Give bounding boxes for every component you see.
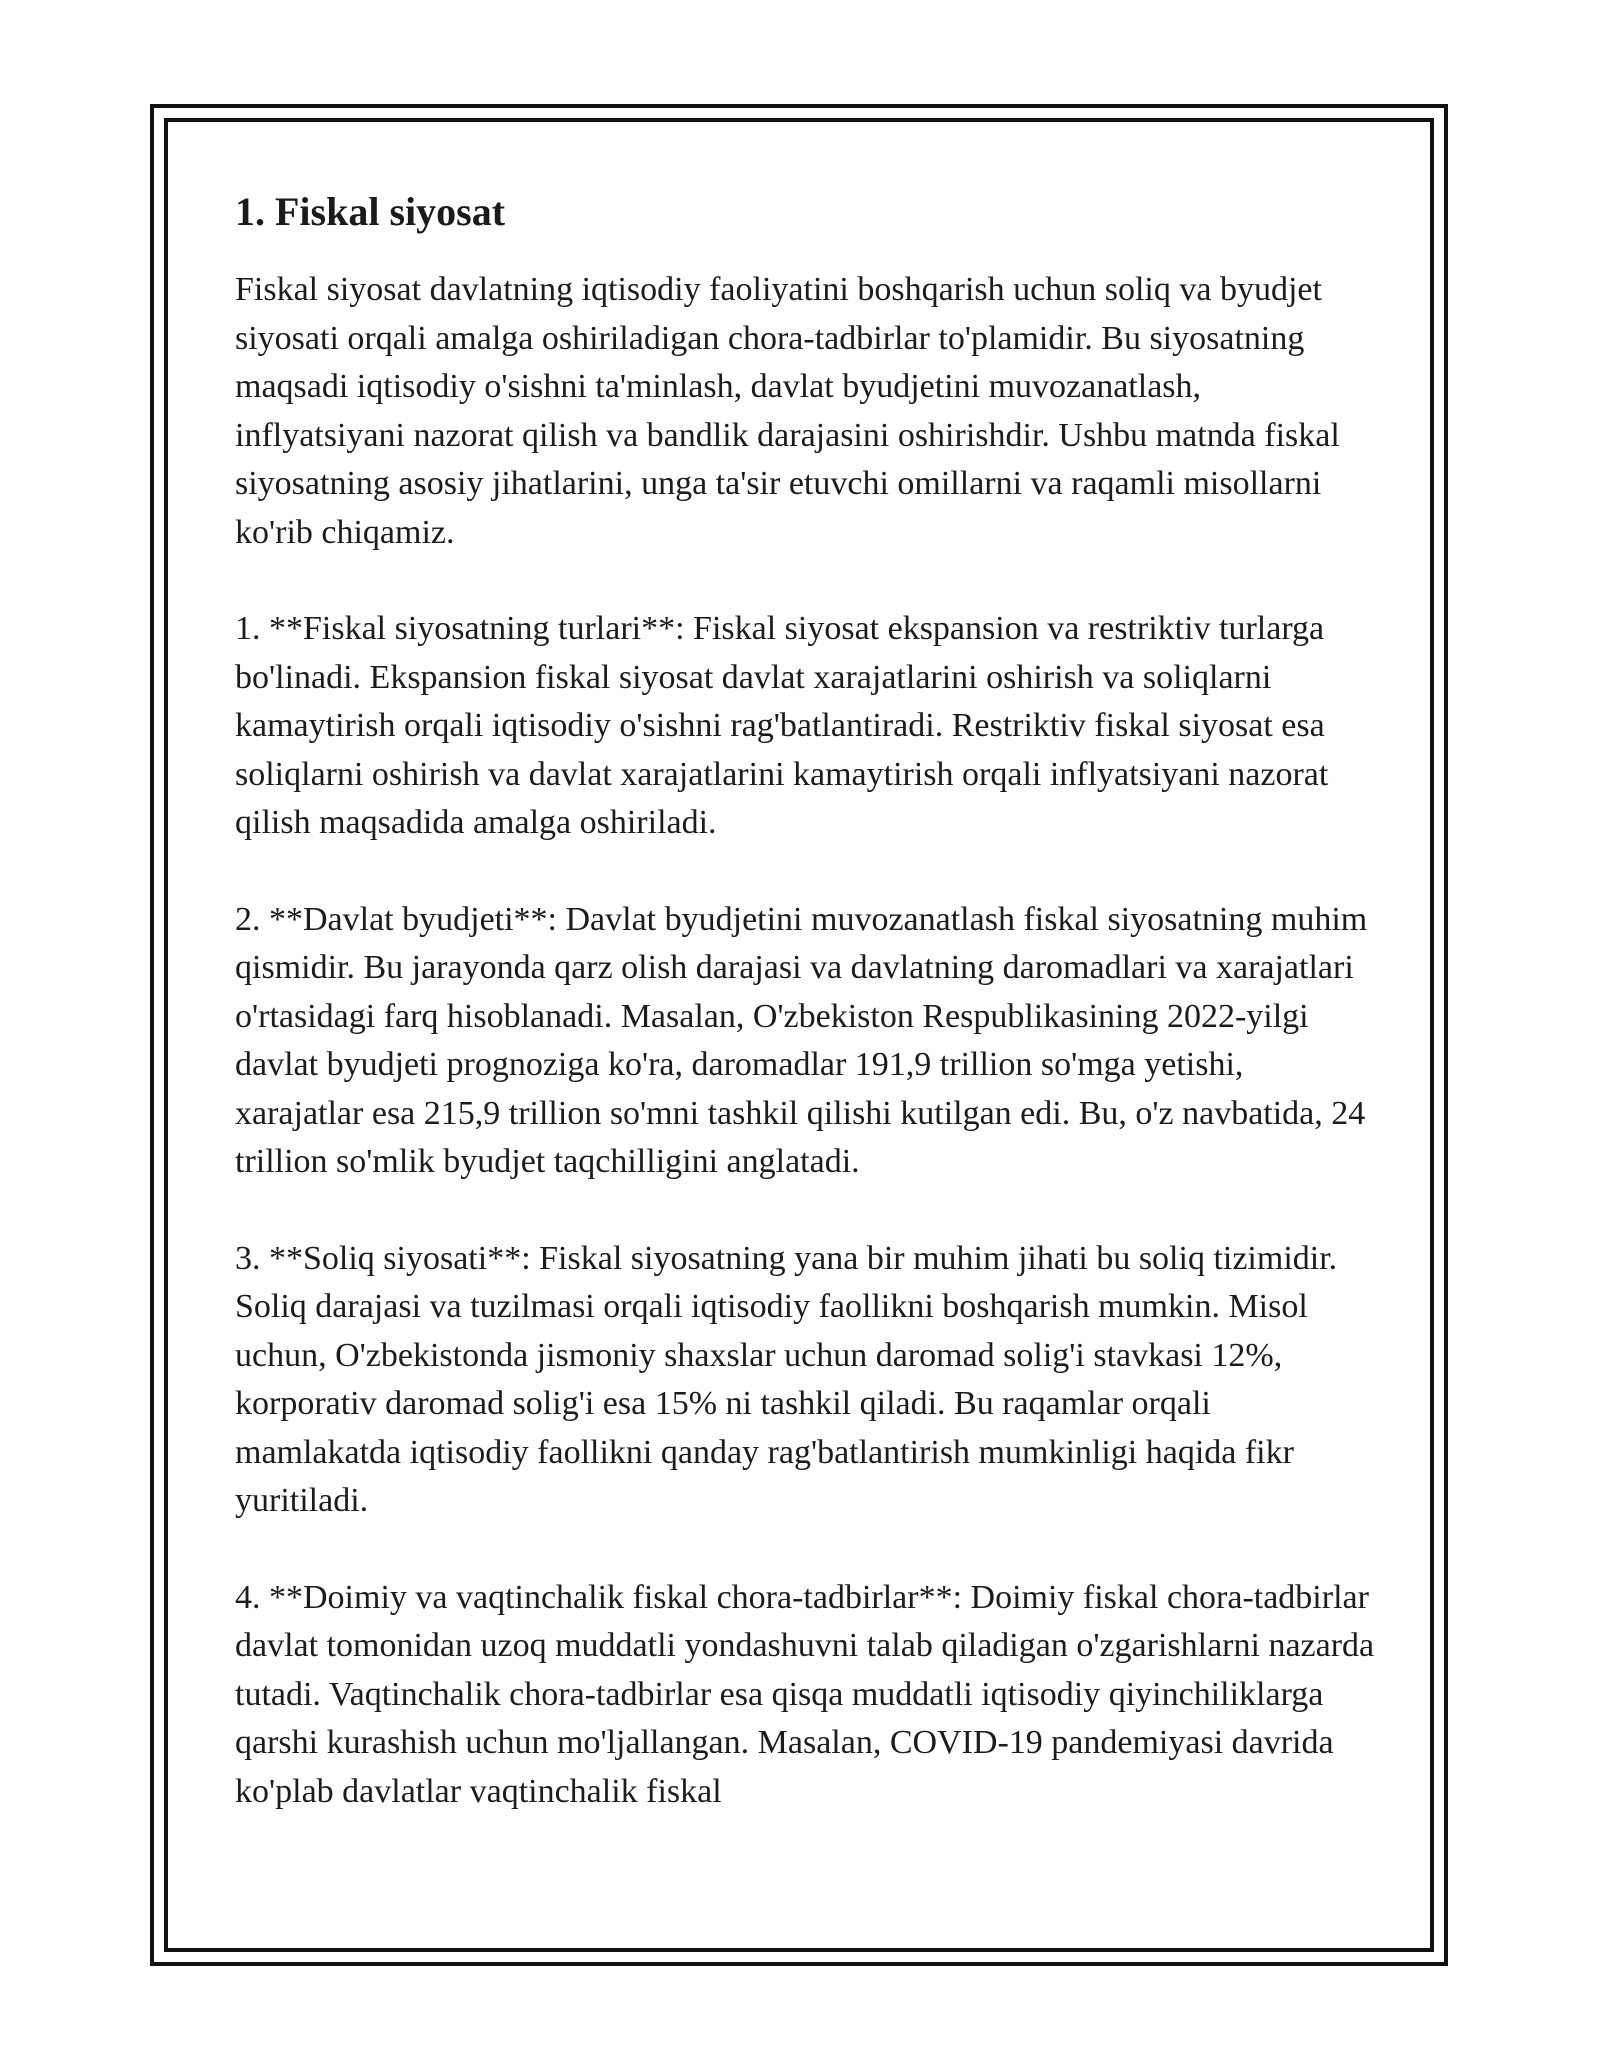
paragraph-permanent-temporary-measures: 4. **Doimiy va vaqtinchalik fiskal chora-tadbirlar**: Doimiy fiskal chora-tadbirlar davlat tomonidan uzoq muddatli yondashuvni talab qiladigan o'zgarishlarni nazarda tutadi. Vaqtinchalik chora-tadbirlar esa qisqa muddatli iqtisodiy qiyinchiliklarga qarshi kurashish uchun mo'ljallangan. Masalan, COVID-19 pandemiyasi davrida ko'plab davlatlar vaqtinchalik fiskal xyxy=(235,1578,1375,1810)
document-body xyxy=(235,186,1375,1816)
section-heading: 1. Fiskal siyosat xyxy=(235,189,506,234)
paragraph-tax-policy: 3. **Soliq siyosati**: Fiskal siyosatning yana bir muhim jihati bu soliq tizimidir. Soliq darajasi va tuzilmasi orqali iqtisodiy faollikni boshqarish mumkin. Misol uchun, O'zbekistonda jismoniy shaxslar uchun daromad solig'i stavkasi 12%, korporativ daromad solig'i esa 15% ni tashkil qiladi. Bu raqamlar orqali mamlakatda iqtisodiy faollikni qanday rag'batlantirish mumkinligi haqida fikr yuritiladi. xyxy=(235,1239,1338,1519)
intro-paragraph: Fiskal siyosat davlatning iqtisodiy faoliyatini boshqarish uchun soliq va byudjet siyosati orqali amalga oshiriladigan chora-tadbirlar to'plamidir. Bu siyosatning maqsadi iqtisodiy o'sishni ta'minlash, davlat byudjetini muvozanatlash, inflyatsiyani nazorat qilish va bandlik darajasini oshirishdir. Ushbu matnda fiskal siyosatning asosiy jihatlarini, unga ta'sir etuvchi omillarni va raqamli misollarni ko'rib chiqamiz. xyxy=(235,271,1340,551)
paragraph-state-budget: 2. **Davlat byudjeti**: Davlat byudjetini muvozanatlash fiskal siyosatning muhim qismidir. Bu jarayonda qarz olish darajasi va davlatning daromadlari va xarajatlari o'rtasidagi farq hisoblanadi. Masalan, O'zbekiston Respublikasining 2022-yilgi davlat byudjeti prognoziga ko'ra, daromadlar 191,9 trillion so'mga yetishi, xarajatlar esa 215,9 trillion so'mni tashkil qilishi kutilgan edi. Bu, o'z navbatida, 24 trillion so'mlik byudjet taqchilligini anglatadi. xyxy=(235,900,1368,1180)
paragraph-fiscal-types: 1. **Fiskal siyosatning turlari**: Fiskal siyosat ekspansion va restriktiv turlarga bo'linadi. Ekspansion fiskal siyosat davlat xarajatlarini oshirish va soliqlarni kamaytirish orqali iqtisodiy o'sishni rag'batlantiradi. Restriktiv fiskal siyosat esa soliqlarni oshirish va davlat xarajatlarini kamaytirish orqali inflyatsiyani nazorat qilish maqsadida amalga oshiriladi. xyxy=(235,610,1329,841)
